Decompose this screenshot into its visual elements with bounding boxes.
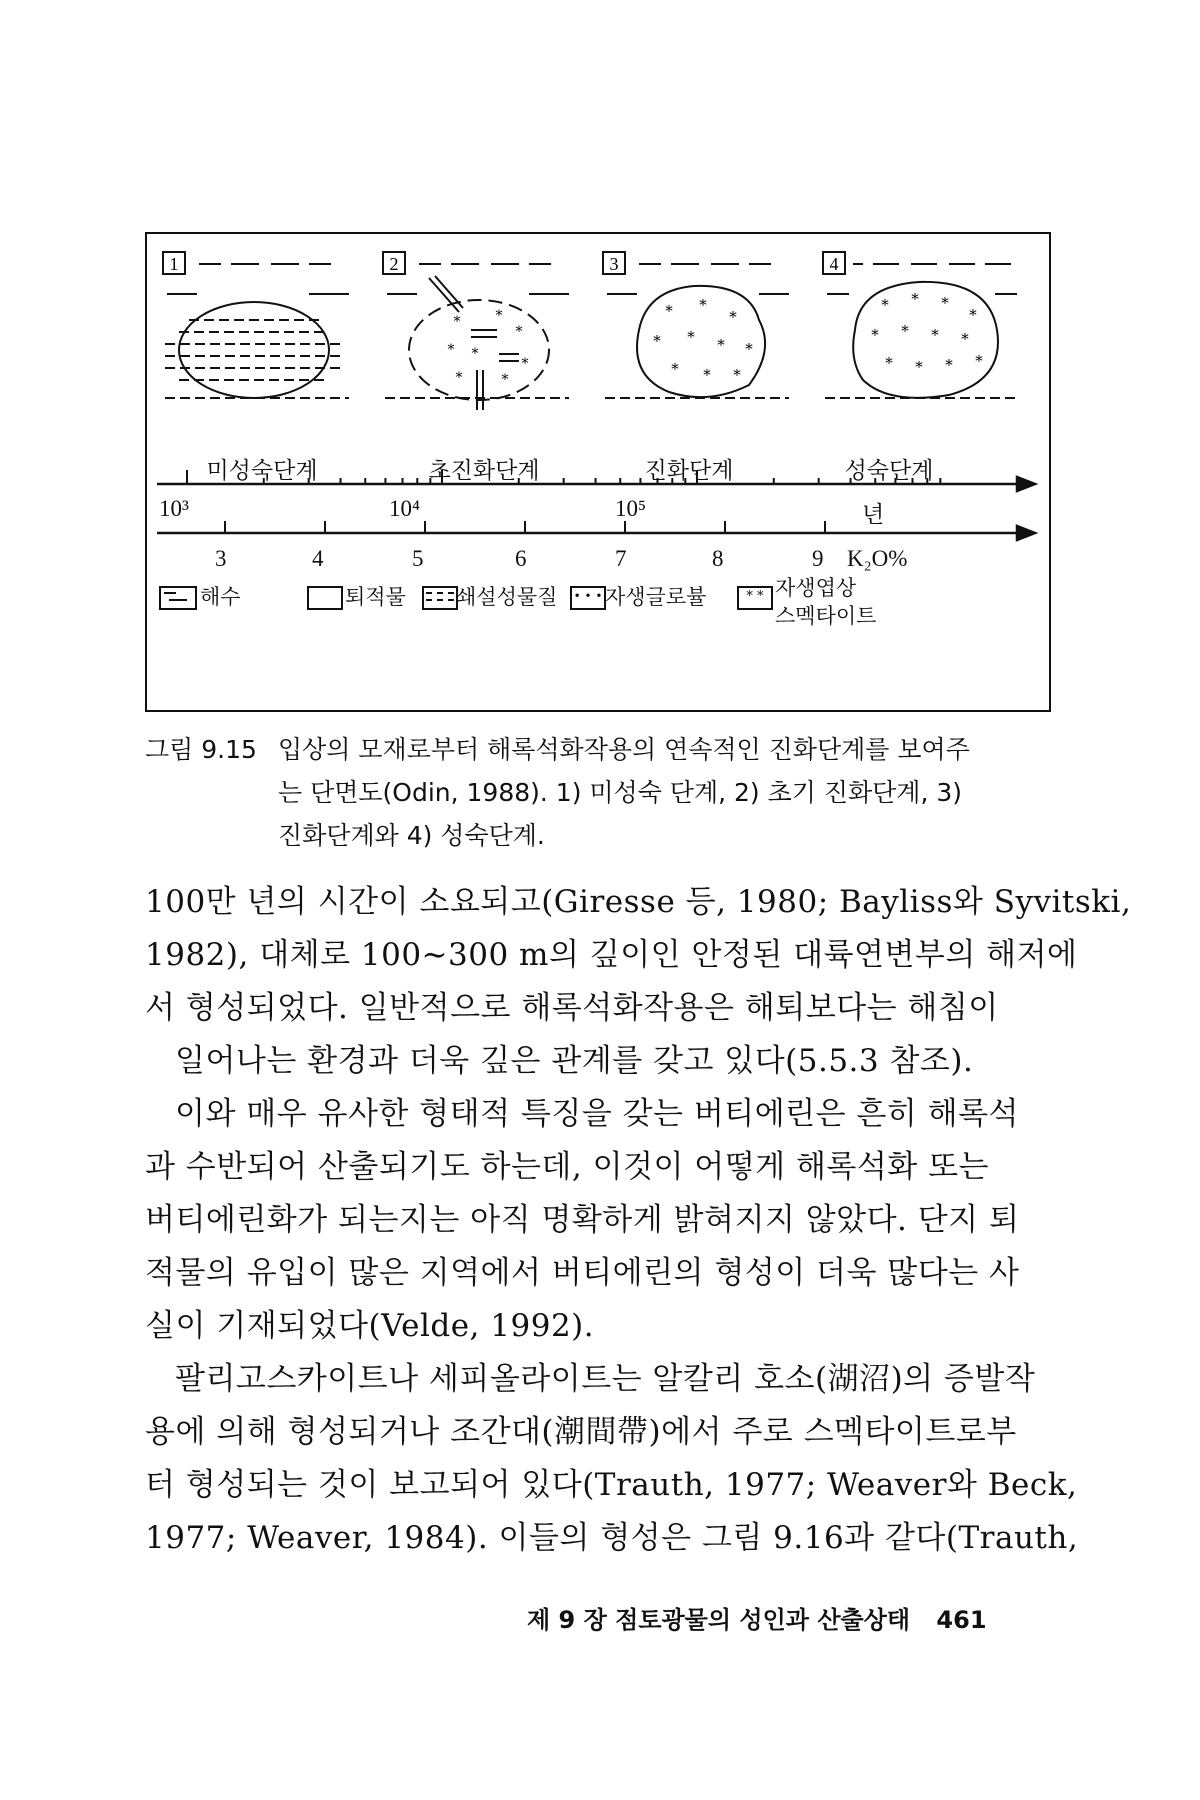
stage-label-immature: 미성숙단계 xyxy=(206,458,318,484)
k2o-tick-label-7: 7 xyxy=(615,546,627,571)
svg-text:*: * xyxy=(653,332,661,350)
footer-chapter: 제 9 장 점토광물의 성인과 산출상태 xyxy=(527,1606,911,1634)
svg-text:*: * xyxy=(975,352,983,370)
body-line: 실이 기재되었다(Velde, 1992). xyxy=(145,1308,595,1344)
caption-text xyxy=(278,728,1068,857)
axes-drawing xyxy=(147,234,1053,714)
svg-text:*: * xyxy=(881,296,889,314)
legend-glauconite-swatch: • • • xyxy=(570,586,606,610)
svg-text:*: * xyxy=(729,308,737,326)
svg-text:*: * xyxy=(871,326,879,344)
k2o-tick-label-5: 5 xyxy=(412,546,424,571)
svg-text:*: * xyxy=(501,372,509,388)
svg-text:*: * xyxy=(455,370,463,386)
panel-number-3: 3 xyxy=(609,254,619,274)
panel-number-1: 1 xyxy=(169,254,179,274)
legend-seawater-label: 해수 xyxy=(200,585,241,609)
svg-text:*: * xyxy=(495,308,503,324)
time-tick-label-1e5: 10⁵ xyxy=(615,496,647,521)
time-axis-unit: 년 xyxy=(862,502,885,528)
figure-9-15 xyxy=(145,232,1051,712)
svg-text:*: * xyxy=(717,336,725,354)
svg-text:*: * xyxy=(471,346,479,362)
svg-text:*: * xyxy=(969,306,977,324)
caption-line: 입상의 모재로부터 해록석화작용의 연속적인 진화단계를 보여주 xyxy=(278,735,970,764)
svg-text:*: * xyxy=(901,322,909,340)
stage-label-evolved: 진화단계 xyxy=(644,458,734,484)
stage-label-mature: 성숙단계 xyxy=(844,458,934,484)
body-line: 적물의 유입이 많은 지역에서 버티에린의 형성이 더욱 많다는 사 xyxy=(145,1255,1020,1291)
panel-number-2: 2 xyxy=(389,254,399,274)
svg-text:*: * xyxy=(941,294,949,312)
svg-text:*: * xyxy=(671,360,679,378)
svg-text:*: * xyxy=(733,366,741,384)
svg-text:*: * xyxy=(931,326,939,344)
svg-text:*: * xyxy=(915,358,923,376)
k2o-tick-label-3: 3 xyxy=(215,546,227,571)
body-line: 팔리고스카이트나 세피올라이트는 알칼리 호소(湖沼)의 증발작 xyxy=(175,1361,1036,1397)
body-line: 버티에린화가 되는지는 아직 명확하게 밝혀지지 않았다. 단지 퇴 xyxy=(145,1202,1020,1238)
svg-text:*: * xyxy=(699,296,707,314)
legend-smectite-label-2: 스멕타이트 xyxy=(775,604,877,628)
svg-text:*: * xyxy=(961,330,969,348)
svg-text:*: * xyxy=(453,314,461,330)
k2o-axis-unit: K₂O% xyxy=(847,546,908,571)
svg-text:*: * xyxy=(703,366,711,384)
legend-detrital-label: 쇄설성물질 xyxy=(456,585,558,609)
k2o-tick-label-6: 6 xyxy=(515,546,527,571)
svg-text:*: * xyxy=(911,290,919,308)
time-tick-label-1e4: 10⁴ xyxy=(389,496,421,521)
page-footer xyxy=(527,1600,987,1635)
body-line: 과 수반되어 산출되기도 하는데, 이것이 어떻게 해록석화 또는 xyxy=(145,1149,989,1185)
panel-number-4: 4 xyxy=(829,254,839,274)
body-line: 1977; Weaver, 1984). 이들의 형성은 그림 9.16과 같다(Trauth, xyxy=(145,1520,1079,1556)
time-tick-label-1e3: 10³ xyxy=(159,496,189,521)
time-axis-arrow xyxy=(1017,477,1035,491)
svg-text:*: * xyxy=(521,356,529,372)
page-number: 461 xyxy=(936,1606,987,1634)
svg-text:*: * xyxy=(945,356,953,374)
body-line: 일어나는 환경과 더욱 깊은 관계를 갖고 있다(5.5.3 참조). xyxy=(175,1043,974,1079)
body-line: 이와 매우 유사한 형태적 특징을 갖는 버티에린은 흔히 해록석 xyxy=(175,1096,1019,1132)
svg-text:*: * xyxy=(515,324,523,340)
svg-text:*: * xyxy=(447,342,455,358)
legend-sediment-label: 퇴적물 xyxy=(345,585,406,609)
body-line: 서 형성되었다. 일반적으로 해록석화작용은 해퇴보다는 해침이 xyxy=(145,990,999,1026)
body-line: 터 형성되는 것이 보고되어 있다(Trauth, 1977; Weaver와 Beck, xyxy=(145,1467,1078,1503)
k2o-tick-label-8: 8 xyxy=(712,546,724,571)
body-line: 100만 년의 시간이 소요되고(Giresse 등, 1980; Bayliss와 Syvitski, xyxy=(145,884,1132,920)
svg-text:*: * xyxy=(745,340,753,358)
k2o-axis-arrow xyxy=(1017,526,1035,540)
svg-text:*: * xyxy=(665,302,673,320)
legend-sediment-swatch xyxy=(307,586,343,610)
caption-number: 그림 9.15 xyxy=(145,735,257,764)
k2o-tick-label-9: 9 xyxy=(812,546,824,571)
body-line: 용에 의해 형성되거나 조간대(潮間帶)에서 주로 스멕타이트로부 xyxy=(145,1414,1017,1450)
legend-smectite-swatch: * * xyxy=(737,586,773,610)
legend-detrital-swatch xyxy=(422,586,458,610)
k2o-tick-label-4: 4 xyxy=(312,546,324,571)
legend-seawater-swatch xyxy=(159,586,197,610)
svg-text:*: * xyxy=(687,328,695,346)
stage-label-early-evolution: 초진화단계 xyxy=(428,458,540,484)
svg-text:*: * xyxy=(885,354,893,372)
body-line: 1982), 대체로 100∼300 m의 깊이인 안정된 대륙연변부의 해저에 xyxy=(145,937,1078,973)
caption-line: 진화단계와 4) 성숙단계. xyxy=(278,821,545,850)
caption-line: 는 단면도(Odin, 1988). 1) 미성숙 단계, 2) 초기 진화단계, 3) xyxy=(278,778,963,807)
legend-smectite-label-1: 자생엽상 xyxy=(775,576,857,600)
legend-glauconite-label: 자생글로뷸 xyxy=(605,585,707,609)
